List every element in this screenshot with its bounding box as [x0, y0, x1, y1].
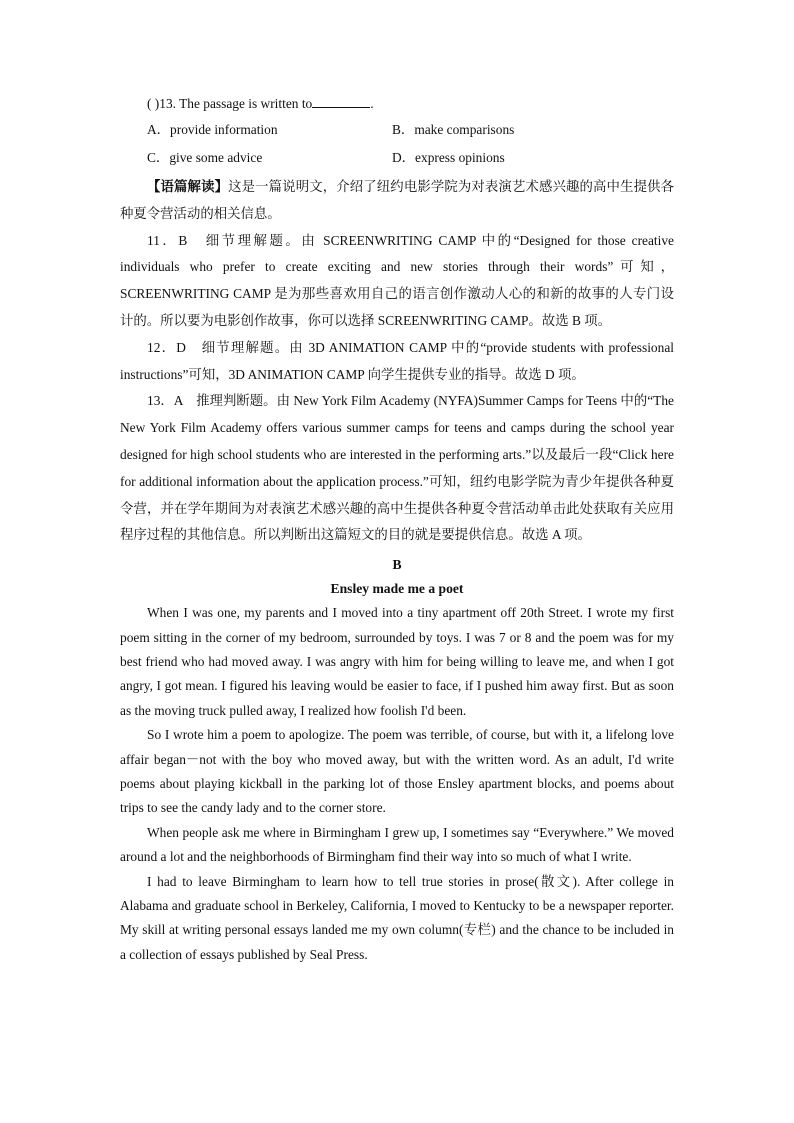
passage-title: Ensley made me a poet: [330, 581, 464, 597]
answer-12: 12．D 细节理解题。由 3D ANIMATION CAMP 中的“provide students with professional instructions”可知，3D ANIMATION CAMP 向学生提供专业的指导。故选 D 项。: [120, 339, 674, 382]
passage-paragraph: When people ask me where in Birmingham I grew up, I sometimes say “Everywhere.” We moved around a lot and the neighborhoods of Birmingham find their way into so much of what I write.: [120, 824, 674, 865]
question-13-stem: ( )13. The passage is written to: [147, 96, 313, 111]
passage-analysis: [120, 174, 674, 228]
passage-paragraph: When I was one, my parents and I moved into a tiny apartment off 20th Street. I wrote my first poem sitting in the corner of my bedroom, surrounded by toys. I was 7 or 8 and the poem was for my best friend who had moved away. I was angry with him for being willing to leave me, and when I got angry, I got mean. I figured his leaving would be easier to face, if I pushed him away first. But as soon as the moving truck pulled away, I realized how foolish I'd been.: [120, 605, 674, 718]
answer-blank: [312, 95, 370, 108]
passage-paragraph: I had to leave Birmingham to learn how to tell true stories in prose(散文). After college in Alabama and graduate school in Berkeley, California, I moved to Kentucky to be a newspaper reporter. My skill at writing personal essays landed me my own column(专栏) and the chance to be included in a collection of essays published by Seal Press.: [120, 873, 674, 962]
section-label: B: [392, 557, 402, 573]
question-13-stem-end: .: [370, 96, 374, 111]
option-a: A．provide information: [147, 122, 278, 137]
answer-11: 11．B 细节理解题。由 SCREENWRITING CAMP 中的“Designed for those creative individuals who prefer to create exciting and new stories through their words”可知，SCREENWRITING CAMP 是为那些喜欢用自己的语言创作激动人心的和新的故事的人专门设计的。所以要为电影创作故事，你可以选择 SCREENWRITING CAMP。故选 B 项。: [120, 232, 674, 328]
passage-body: [120, 601, 674, 967]
options-row-2: [120, 146, 674, 172]
passage-paragraph: So I wrote him a poem to apologize. The poem was terrible, of course, but with it, a lifelong love affair began－not with the boy who moved away, but with the written word. As an adult, I'd write poems about playing kickball in the parking lot of those Ensley apartment blocks, and poems about trips to see the candy lady and to the corner store.: [120, 727, 674, 816]
option-b: B．make comparisons: [392, 122, 515, 137]
answer-13: 13．A 推理判断题。由 New York Film Academy (NYFA)Summer Camps for Teens 中的“The New York Film Academy offers various summer camps for teens and camps during the school year designed for high school students who are interested in the performing arts.”以及最后一段“Click here for additional information about the application process.”可知，纽约电影学院为青少年提供各种夏令营，并在学年期间为对表演艺术感兴趣的高中生提供各种夏令营活动单击此处获取有关应用程序过程的其他信息。所以判断出这篇短文的目的就是要提供信息。故选 A 项。: [120, 393, 674, 543]
analysis-text: 这是一篇说明文，介绍了纽约电影学院为对表演艺术感兴趣的高中生提供各种夏令营活动的相关信息。: [120, 179, 675, 221]
document-page: [120, 92, 674, 967]
analysis-section: [120, 174, 674, 549]
question-13-stem-row: [147, 92, 674, 118]
option-d: D．express opinions: [392, 150, 505, 165]
options-row-1: [120, 118, 674, 144]
option-c: C．give some advice: [147, 150, 263, 165]
analysis-tag: 【语篇解读】: [147, 179, 229, 194]
